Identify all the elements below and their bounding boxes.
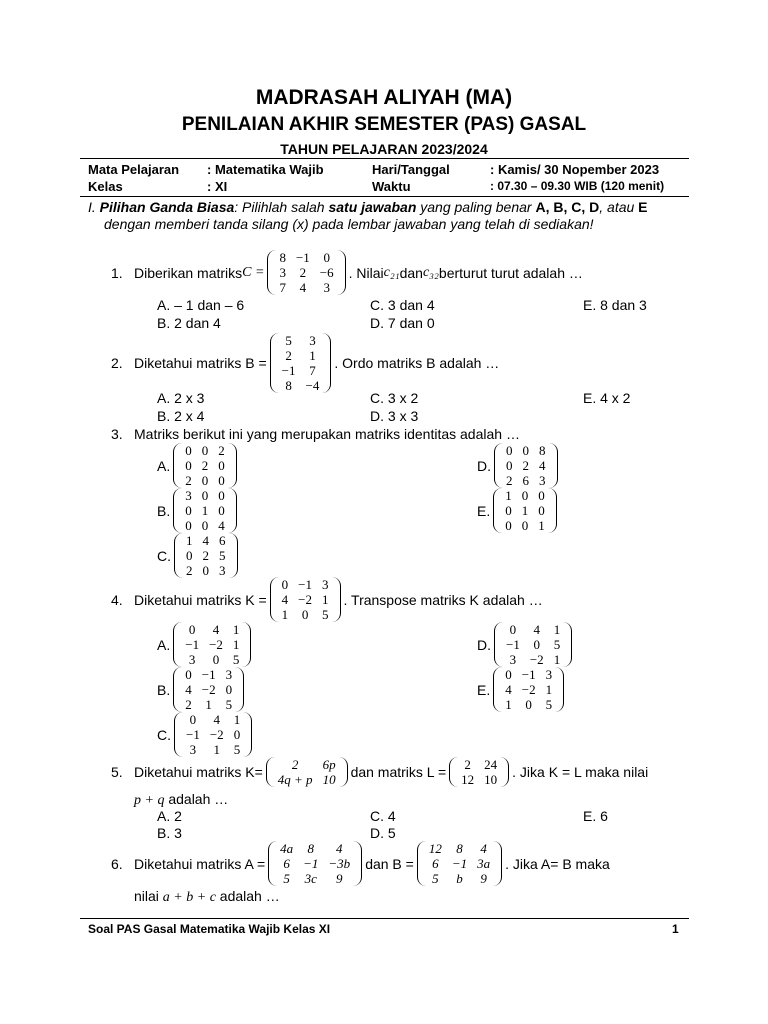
q3-option-b: B. 3 0 0 0 1 0 0 0 4 [157,488,240,533]
matrix-cell: 3 [185,488,192,503]
matrix-cell: 0 [185,518,192,533]
matrix-cell: 4 [336,841,343,856]
matrix-cell: −4 [305,378,320,393]
matrix-cell: 1 [521,503,529,518]
matrix-cell: 1 [322,592,329,607]
matrix-cell: 4 [212,622,220,637]
question-5: 5. Diketahui matriks K= 2 6p 4q + p 10 dan matriks L = 2 24 12 10 . Jika K = L maka nilai [111,757,649,787]
question-6: 6. Diketahui matriks A = 4a 8 4 6 −1 −3b 5 3c 9 dan B = 12 8 4 6 −1 3a 5 b 9 . Jika A= B maka [111,841,610,886]
question-3: 3. Matriks berikut ini yang merupakan matriks identitas adalah … [111,426,520,442]
matrix-cell: 0 [506,443,513,458]
matrix-cell: 0 [186,548,193,563]
matrix-cell: 2 [185,473,192,488]
q3-option-d: D. 0 0 8 0 2 4 2 6 3 [477,443,561,488]
matrix-cell: 4 [533,622,541,637]
matrix-cell: 0 [185,503,192,518]
matrix-cell: 3a [477,856,491,871]
matrix-cell: 6 [283,856,290,871]
matrix-cell: 0 [201,488,209,503]
q1-option-b: B. 2 dan 4 [157,315,221,331]
matrix-cell: 4 [299,280,307,295]
matrix-cell: 3 [539,473,546,488]
time-value: : 07.30 – 09.30 WIB (120 menit) [490,179,665,193]
matrix-cell: 8 [456,841,463,856]
subject-value: : Matematika Wajib [207,162,324,177]
exam-title: PENILAIAN AKHIR SEMESTER (PAS) GASAL [181,114,587,135]
matrix-cell: 7 [279,280,286,295]
matrix-cell: 1 [233,712,241,727]
matrix-cell: 3c [304,871,317,886]
matrix-cell: 0 [538,503,545,518]
matrix-cell: 2 [299,265,307,280]
matrix-cell: 0 [521,488,529,503]
matrix-cell: 4q + p [277,772,313,787]
matrix-cell: 24 [484,757,498,772]
matrix-cell: 1 [232,637,240,652]
day-label: Hari/Tanggal [372,162,450,177]
matrix-cell: 0 [218,488,225,503]
q4-option-e: E. 0 −1 3 4 −2 1 1 0 5 [477,667,567,712]
matrix-cell: −3b [328,856,351,871]
matrix-cell: 4 [539,458,546,473]
matrix-cell: 1 [232,622,240,637]
matrix-cell: 0 [188,622,196,637]
page-number: 1 [672,922,679,936]
q2-option-c: C. 3 x 2 [370,390,419,406]
matrix-cell: 5 [432,871,439,886]
matrix-k [266,757,348,787]
matrix-cell: 3 [322,577,329,592]
instruction-line1: I. Pilihan Ganda Biasa: Pilihlah salah satu jawaban yang paling benar A, B, C, D, atau E [88,199,648,215]
matrix-cell: 2 [291,757,299,772]
matrix-cell: 5 [225,697,233,712]
matrix-cell: 2 [506,473,513,488]
matrix-cell: 5 [219,548,226,563]
matrix-cell: 8 [307,841,315,856]
matrix-cell: 4 [281,592,289,607]
matrix-cell: 1 [281,607,289,622]
matrix-cell: 3 [225,667,233,682]
q4-option-b: B. 0 −1 3 4 −2 0 2 1 5 [157,667,247,712]
matrix-cell: 0 [505,503,512,518]
matrix-cell: 0 [522,443,529,458]
time-label: Waktu [372,179,411,194]
matrix-cell: 3 [188,652,196,667]
matrix-cell: −2 [298,592,313,607]
matrix-cell: 2 [522,458,529,473]
matrix-cell: 1 [201,503,209,518]
matrix-b [270,333,332,393]
q5-option-c: C. 4 [370,808,396,824]
matrix-cell: 3 [309,333,316,348]
matrix-cell: −2 [209,637,223,652]
matrix-l [449,757,509,787]
matrix-cell: 1 [545,682,553,697]
matrix-cell: 0 [505,518,512,533]
q4-option-d: D. 0 4 1 −1 0 5 3 −2 1 [477,622,575,667]
class-label: Kelas [88,179,123,194]
q2-option-b: B. 2 x 4 [157,408,205,424]
matrix-cell: 1 [505,697,512,712]
matrix-b [417,841,502,886]
matrix-cell: −1 [298,577,313,592]
matrix-cell: 6 [432,856,439,871]
matrix-cell: 0 [521,518,529,533]
matrix-cell: 0 [506,458,513,473]
q1-option-d: D. 7 dan 0 [370,315,435,331]
matrix-c [267,250,345,295]
matrix-cell: −2 [209,727,224,742]
q5-option-b: B. 3 [157,825,182,841]
matrix-cell: 8 [279,250,286,265]
matrix-cell: 8 [539,443,546,458]
matrix-cell: 0 [509,622,517,637]
matrix-k [270,577,341,622]
q4-option-c: C. 0 4 1 −1 −2 0 3 1 5 [157,712,255,757]
q5-option-d: D. 5 [370,825,396,841]
matrix-cell: 0 [538,488,545,503]
matrix-cell: 2 [186,563,193,578]
divider-info [80,196,689,197]
matrix-cell: 1 [309,348,316,363]
matrix-cell: 4 [218,518,225,533]
matrix-cell: 1 [213,742,221,757]
matrix-cell: 9 [480,871,487,886]
matrix-cell: 4 [213,712,221,727]
matrix-cell: 5 [285,333,292,348]
matrix-cell: 2 [201,458,209,473]
matrix-cell: 10 [484,772,498,787]
academic-year: TAHUN PELAJARAN 2023/2024 [280,141,488,157]
matrix-cell: 3 [219,563,226,578]
matrix-cell: 0 [202,563,209,578]
matrix-cell: 0 [201,473,209,488]
matrix-cell: 2 [285,348,292,363]
matrix-a [268,841,362,886]
matrix-cell: 8 [285,378,292,393]
matrix-cell: −2 [201,682,216,697]
question-1: 1. Diberikan matriks C = 8 −1 0 3 2 −6 7 4 3 . Nilai c₂₁ dan c₃₂ berturut turut adalah … [111,250,583,295]
matrix-cell: 0 [281,577,289,592]
matrix-cell: 9 [336,871,343,886]
q1-option-a: A. – 1 dan – 6 [157,297,245,313]
q2-option-e: E. 4 x 2 [583,390,631,406]
divider-top [80,158,689,159]
matrix-cell: 0 [189,712,197,727]
matrix-cell: 2 [185,697,192,712]
matrix-cell: 4 [480,841,487,856]
matrix-cell: 0 [212,652,220,667]
matrix-cell: 0 [218,458,225,473]
matrix-cell: 0 [201,443,209,458]
school-title: MADRASAH ALIYAH (MA) [255,86,513,109]
matrix-cell: 6p [322,757,336,772]
question-2: 2. Diketahui matriks B = 5 3 2 1 −1 7 8 −4 . Ordo matriks B adalah … [111,333,500,393]
matrix-cell: 5 [232,652,240,667]
footer-divider [80,918,689,919]
matrix-cell: 0 [185,667,192,682]
q1-option-e: E. 8 dan 3 [583,297,647,313]
matrix-cell: −2 [529,652,544,667]
matrix-cell: 4 [185,682,192,697]
matrix-cell: 3 [509,652,517,667]
matrix-cell: −1 [185,637,200,652]
day-value: : Kamis/ 30 Nopember 2023 [490,162,660,177]
matrix-cell: 0 [233,727,241,742]
matrix-cell: 0 [185,458,192,473]
matrix-cell: −1 [521,667,536,682]
matrix-cell: 3 [189,742,197,757]
footer-title: Soal PAS Gasal Matematika Wajib Kelas XI [88,922,331,936]
matrix-cell: 5 [553,637,561,652]
q3-option-a: A. 0 0 2 0 2 0 2 0 0 [157,443,240,488]
matrix-cell: 12 [428,841,442,856]
q2-option-d: D. 3 x 3 [370,408,419,424]
q5-option-e: E. 6 [583,808,608,824]
matrix-cell: 2 [218,443,225,458]
matrix-cell: 1 [553,652,561,667]
matrix-cell: 5 [233,742,241,757]
matrix-cell: 1 [205,697,212,712]
matrix-cell: b [456,871,463,886]
matrix-cell: 5 [545,697,553,712]
matrix-cell: 1 [538,518,545,533]
matrix-cell: 0 [533,637,541,652]
matrix-cell: 3 [545,667,553,682]
matrix-cell: 10 [322,772,336,787]
question-6-line2: nilai a + b + c adalah … [134,888,280,905]
class-value: : XI [207,179,228,194]
matrix-cell: 5 [283,871,290,886]
instruction-line2: dengan memberi tanda silang (x) pada lembar jawaban yang telah di sediakan! [104,216,594,232]
matrix-cell: 0 [505,667,512,682]
matrix-cell: 1 [553,622,561,637]
matrix-cell: −1 [186,727,200,742]
matrix-cell: 7 [309,363,316,378]
matrix-cell: 3 [279,265,286,280]
matrix-cell: −1 [201,667,216,682]
matrix-cell: 1 [505,488,512,503]
matrix-cell: −1 [281,363,296,378]
matrix-cell: −1 [295,250,310,265]
question-5-line2: p + q adalah … [134,791,229,808]
q3-option-c: C. 1 4 6 0 2 5 2 0 3 [157,533,241,578]
question-4: 4. Diketahui matriks K = 0 −1 3 4 −2 1 1 0 5 . Transpose matriks K adalah … [111,577,543,622]
matrix-cell: 1 [186,533,193,548]
matrix-cell: 12 [461,772,475,787]
matrix-cell: −2 [521,682,536,697]
matrix-cell: 2 [202,548,209,563]
matrix-cell: 3 [323,280,330,295]
matrix-cell: 0 [185,443,192,458]
matrix-cell: 0 [201,518,209,533]
matrix-cell: −1 [506,637,520,652]
matrix-cell: 4 [202,533,209,548]
matrix-cell: −6 [319,265,334,280]
q2-option-a: A. 2 x 3 [157,390,205,406]
matrix-cell: 4 [505,682,512,697]
matrix-cell: −1 [451,856,468,871]
q4-option-a: A. 0 4 1 −1 −2 1 3 0 5 [157,622,254,667]
matrix-cell: 0 [323,250,330,265]
matrix-cell: 4a [280,841,294,856]
matrix-cell: 2 [464,757,471,772]
matrix-cell: 0 [301,607,309,622]
q5-option-a: A. 2 [157,808,182,824]
matrix-cell: 5 [322,607,329,622]
matrix-cell: 0 [218,503,225,518]
q3-option-e: E. 1 0 0 0 1 0 0 0 1 [477,488,560,533]
matrix-cell: 6 [219,533,226,548]
matrix-cell: 0 [525,697,532,712]
subject-label: Mata Pelajaran [88,162,180,177]
matrix-cell: 0 [218,473,225,488]
q1-option-c: C. 3 dan 4 [370,297,435,313]
matrix-cell: 6 [522,473,529,488]
matrix-cell: 0 [225,682,233,697]
matrix-cell: −1 [303,856,319,871]
